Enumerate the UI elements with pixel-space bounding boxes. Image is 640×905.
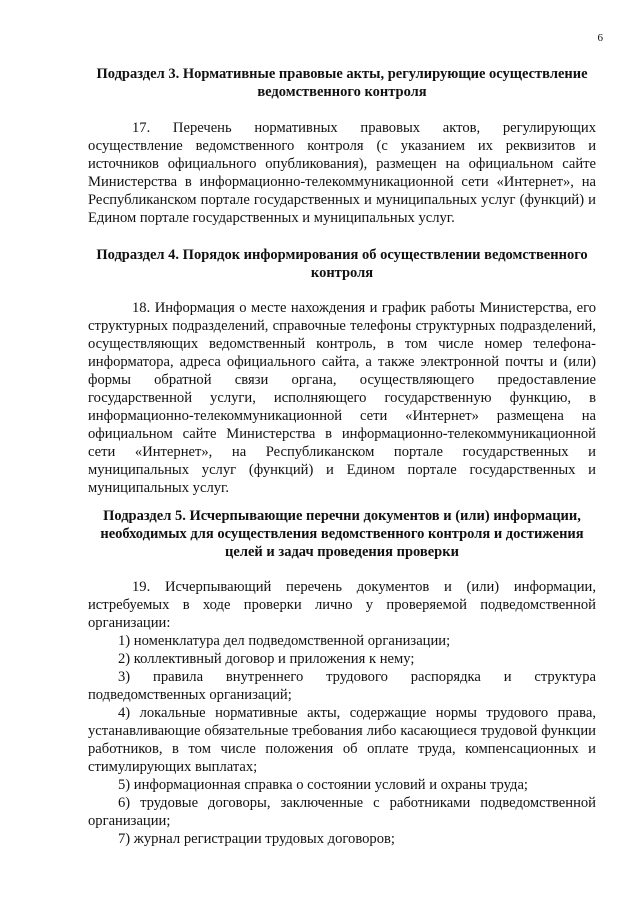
list-item-1: 1) номенклатура дел подведомственной организации; [118,633,451,649]
list-item-2: 2) коллективный договор и приложения к нему; [118,651,415,667]
list-item-6: 6) трудовые договоры, заключенные с работниками подведомственной организации; [88,795,596,829]
section-5-paragraph: 19. Исчерпывающий перечень документов и (или) информации, истребуемых в ходе проверки лично у проверяемой подведомственной организации: [88,579,596,631]
section-4-paragraph: 18. Информация о месте нахождения и график работы Министерства, его структурных подразделений, справочные телефоны структурных подразделений, осуществляющих ведомственный контроль, в том числе номер телефона-информатора, адреса официального сайта, а также электронной почты и (или) формы обратной связи органа, осуществляющего предоставление государственной услуги, исполняющего государственную функцию, в информационно-телекоммуникационной сети «Интернет» размещена на официальном сайте Министерства в информационно-телекоммуникационной сети «Интернет», на Республиканском портале государственных и муниципальных услуг (функций) и Едином портале государственных и муниципальных услуг. [88,300,596,496]
list-item-4: 4) локальные нормативные акты, содержащие нормы трудового права, устанавливающие обязательные требования либо касающиеся трудовой функции работников, в том числе положения об оплате труда, компенсационных и стимулирующих выплатах; [88,705,596,775]
list-item-3: 3) правила внутреннего трудового распорядка и структура подведомственных организаций; [88,669,596,703]
page-number: 6 [597,32,603,44]
section-3-heading: Подраздел 3. Нормативные правовые акты, регулирующие осуществление ведомственного контроля [96,66,588,100]
section-3-paragraph: 17. Перечень нормативных правовых актов, регулирующих осуществление ведомственного контроля (с указанием их реквизитов и источников официального опубликования), размещен на официальном сайте Министерства в информационно-телекоммуникационной сети «Интернет», на Республиканском портале государственных и муниципальных услуг (функций) и Едином портале государственных и муниципальных услуг. [88,120,596,226]
list-item-5: 5) информационная справка о состоянии условий и охраны труда; [118,777,528,793]
section-4-heading: Подраздел 4. Порядок информирования об осуществлении ведомственного контроля [96,247,588,281]
list-item-7: 7) журнал регистрации трудовых договоров; [118,831,395,847]
section-5-heading: Подраздел 5. Исчерпывающие перечни документов и (или) информации, необходимых для осуществления ведомственного контроля и достижения целей и задач проведения проверки [100,508,584,560]
